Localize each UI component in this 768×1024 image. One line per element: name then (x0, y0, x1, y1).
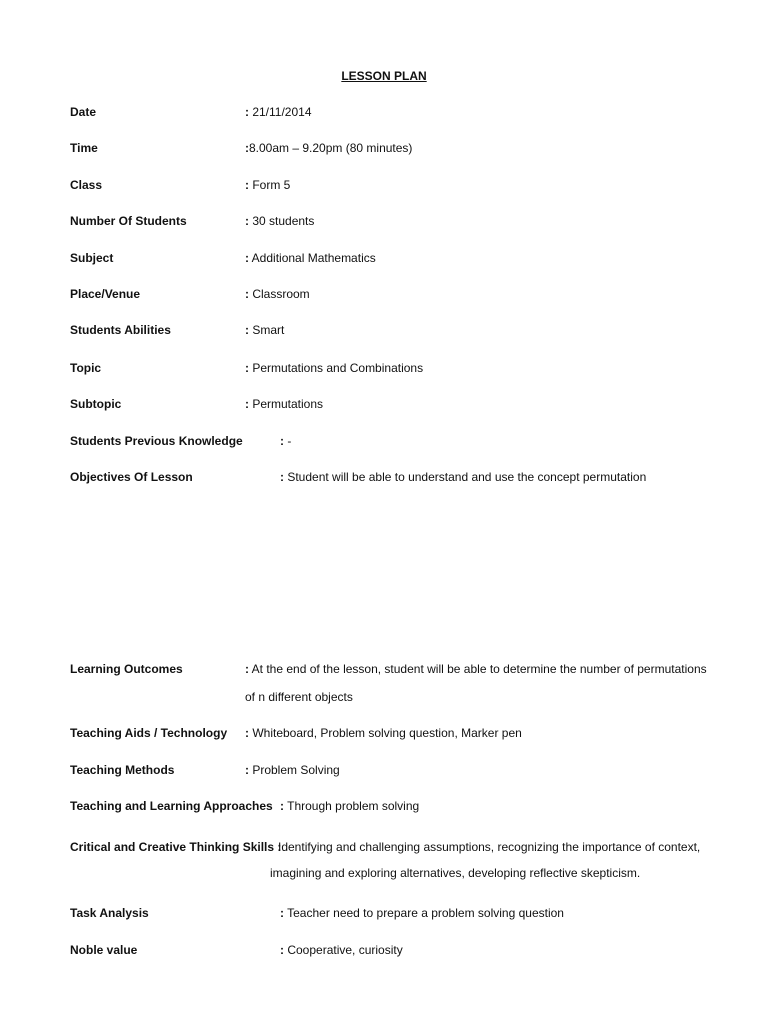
field-value-text: 8.00am – 9.20pm (80 minutes) (249, 141, 413, 155)
field-colon: : (245, 214, 249, 228)
field-value (280, 798, 419, 814)
field-row-topic (0, 360, 768, 376)
field-value (278, 839, 700, 855)
field-value (245, 177, 290, 193)
field-label: Task Analysis (70, 906, 149, 920)
field-value (280, 905, 564, 921)
field-value (280, 942, 403, 958)
field-row-thinking-skills (0, 839, 768, 855)
field-label: Class (70, 178, 103, 192)
field-colon: : (245, 141, 249, 155)
field-value (245, 360, 423, 376)
field-colon: : (245, 251, 249, 265)
field-row-task-analysis (0, 905, 768, 921)
field-label: Teaching Aids / Technology (70, 726, 228, 740)
field-colon: : (280, 470, 284, 484)
field-row-teaching-methods (0, 762, 768, 778)
field-row-learning-approaches (0, 798, 768, 814)
field-colon: : (245, 105, 249, 119)
field-label: Subtopic (70, 397, 122, 411)
field-value-text: At the end of the lesson, student will be able to determine the number of permutations (249, 662, 707, 676)
field-value-text: Whiteboard, Problem solving question, Marker pen (249, 726, 522, 740)
field-label: Time (70, 141, 98, 155)
field-label: Teaching and Learning Approaches (70, 799, 273, 813)
field-colon: : (245, 178, 249, 192)
field-colon: : (245, 361, 249, 375)
field-value (280, 433, 291, 449)
field-row-subtopic (0, 396, 768, 412)
field-value (245, 762, 340, 778)
field-value (245, 213, 314, 229)
field-colon: : (280, 906, 284, 920)
field-label: Date (70, 105, 97, 119)
field-value-text: Permutations and Combinations (249, 361, 424, 375)
field-label: Place/Venue (70, 287, 141, 301)
field-label: Learning Outcomes (70, 662, 183, 676)
field-row-objectives (0, 469, 768, 485)
field-colon: : (245, 726, 249, 740)
field-label: Number Of Students (70, 214, 187, 228)
field-value (245, 286, 310, 302)
field-label: Subject (70, 251, 114, 265)
field-value-text: Classroom (249, 287, 310, 301)
field-colon: : (245, 287, 249, 301)
field-value-text: Permutations (249, 397, 324, 411)
field-label: Noble value (70, 943, 138, 957)
field-colon: : (280, 799, 284, 813)
field-row-time (0, 140, 768, 156)
field-value-continuation: of n different objects (245, 690, 353, 704)
field-value-text: Cooperative, curiosity (284, 943, 403, 957)
field-label: Topic (70, 361, 102, 375)
field-row-teaching-aids (0, 725, 768, 741)
field-label: Students Previous Knowledge (70, 434, 243, 448)
field-colon: : (245, 323, 249, 337)
field-value-text: Additional Mathematics (249, 251, 376, 265)
field-value-text: 30 students (249, 214, 315, 228)
field-row-previous-knowledge (0, 433, 768, 449)
field-label: Teaching Methods (70, 763, 175, 777)
field-label: Students Abilities (70, 323, 171, 337)
field-value-text: Identifying and challenging assumptions, recognizing the importance of context, (278, 840, 701, 854)
field-value-continuation: imagining and exploring alternatives, developing reflective skepticism. (270, 866, 641, 880)
field-value-text: 21/11/2014 (249, 105, 312, 119)
field-value-text: Student will be able to understand and use the concept permutation (284, 470, 647, 484)
field-value (245, 725, 522, 741)
field-row-subject (0, 250, 768, 266)
field-label: Objectives Of Lesson (70, 470, 193, 484)
field-row-class (0, 177, 768, 193)
field-label: Critical and Creative Thinking Skills : (70, 840, 282, 854)
field-colon: : (245, 662, 249, 676)
field-row-date (0, 104, 768, 120)
field-colon: : (280, 434, 284, 448)
field-value-text: Through problem solving (284, 799, 420, 813)
field-value (280, 469, 646, 485)
field-value-text: Problem Solving (249, 763, 340, 777)
field-value (245, 396, 323, 412)
field-value (245, 322, 284, 338)
document-title-text: LESSON PLAN (341, 69, 427, 83)
field-row-place-venue (0, 286, 768, 302)
field-value (245, 250, 376, 266)
field-value-text: - (284, 434, 292, 448)
field-value (245, 140, 412, 156)
document-title (0, 69, 768, 83)
field-value-text: Smart (249, 323, 285, 337)
field-colon: : (245, 397, 249, 411)
field-value (245, 661, 707, 677)
field-row-learning-outcomes (0, 661, 768, 677)
field-row-number-of-students (0, 213, 768, 229)
field-row-students-abilities (0, 322, 768, 338)
field-value-text: Form 5 (249, 178, 291, 192)
field-colon: : (245, 763, 249, 777)
field-value (245, 104, 312, 120)
field-row-noble-value (0, 942, 768, 958)
field-colon: : (280, 943, 284, 957)
field-value-text: Teacher need to prepare a problem solving question (284, 906, 564, 920)
